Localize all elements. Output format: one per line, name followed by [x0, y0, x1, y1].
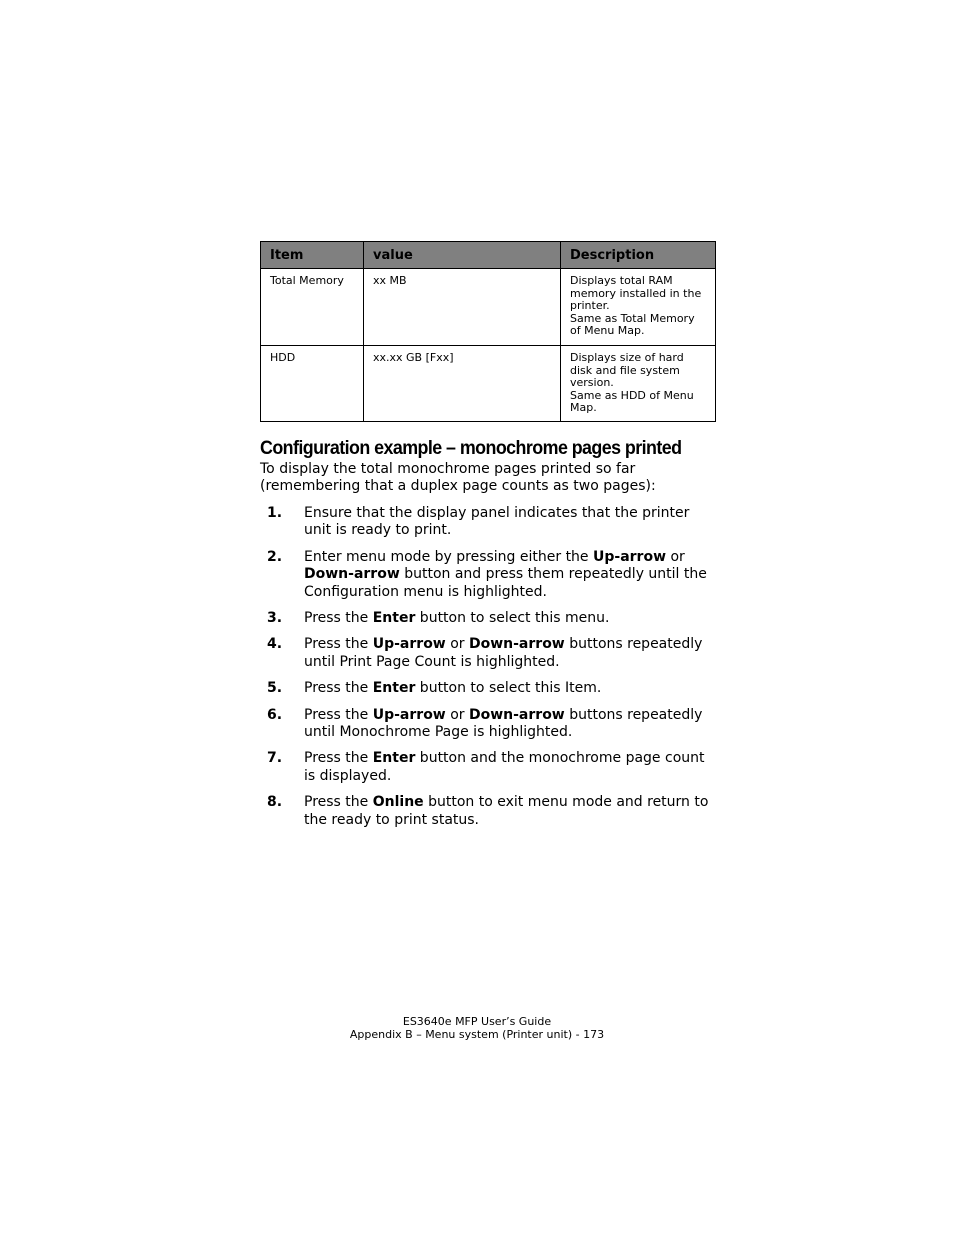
step-button-name: Down-arrow [468, 706, 565, 723]
step-number: 2. [267, 548, 283, 565]
step-item [260, 636, 720, 671]
header-item: Item [261, 242, 364, 269]
step-button-name: Enter [372, 610, 416, 627]
cell-value: xx MB [364, 269, 561, 346]
cell-item: HDD [261, 346, 364, 422]
info-table-container [260, 241, 715, 422]
step-text: Press the [304, 680, 373, 697]
description-line: disk and file system [570, 363, 680, 377]
step-item [260, 549, 720, 601]
step-number: 6. [267, 706, 283, 723]
step-item [260, 680, 720, 697]
step-item [260, 794, 720, 829]
info-table [260, 241, 716, 422]
step-number: 5. [267, 680, 283, 697]
step-number: 7. [267, 750, 283, 767]
step-number: 1. [267, 505, 283, 521]
table-header-row [261, 242, 716, 269]
step-text: button to select this menu. [415, 610, 610, 627]
step-item [260, 750, 720, 785]
step-text: Press the [304, 636, 373, 653]
step-button-name: Up-arrow [372, 706, 446, 723]
header-description: Description [561, 242, 716, 269]
step-button-name: Online [372, 794, 424, 811]
table-row [261, 346, 716, 422]
step-text: or [445, 706, 469, 723]
intro-line: (remembering that a duplex page counts as two pages): [260, 478, 656, 495]
step-number: 3. [267, 610, 283, 627]
footer-guide-title: ES3640e MFP User’s Guide [402, 1015, 552, 1028]
step-button-name: Up-arrow [372, 636, 446, 653]
step-item [260, 610, 720, 627]
step-item [260, 505, 720, 540]
step-text: Press the [304, 750, 373, 767]
cell-description [561, 269, 716, 346]
steps-list [260, 505, 720, 838]
description-line: Map. [570, 401, 597, 415]
description-line: memory installed in the [570, 286, 702, 300]
step-text: Press the [304, 794, 373, 811]
step-text: buttons repeatedly until Monochrome Page is highlighted. [304, 706, 703, 741]
table-row [261, 269, 716, 346]
step-text: Press the [304, 610, 373, 627]
cell-item: Total Memory [261, 269, 364, 346]
header-value: value [364, 242, 561, 269]
step-button-name: Enter [372, 680, 416, 697]
cell-description [561, 346, 716, 422]
step-text: Enter menu mode by pressing either the [304, 548, 593, 565]
cell-value: xx.xx GB [Fxx] [364, 346, 561, 422]
description-line: printer. [570, 299, 610, 313]
intro-paragraph [260, 461, 720, 496]
description-line: version. [570, 376, 614, 390]
step-text: Ensure that the display panel indicates that the printer unit is ready to print. [304, 505, 690, 539]
description-line: Displays total RAM [570, 274, 673, 287]
step-text: button to select this Item. [415, 680, 602, 697]
step-number: 4. [267, 636, 283, 653]
description-line: Displays size of hard [570, 351, 684, 364]
step-text: or [445, 636, 469, 653]
step-text: buttons repeatedly until Print Page Count is highlighted. [304, 636, 703, 670]
step-text: Press the [304, 706, 373, 723]
step-text: button and the monochrome page count is displayed. [304, 750, 705, 784]
description-line: of Menu Map. [570, 324, 645, 338]
step-number: 8. [267, 794, 283, 811]
step-button-name: Enter [372, 750, 416, 767]
description-line: Same as HDD of Menu [570, 388, 694, 402]
intro-line: To display the total monochrome pages printed so far [260, 461, 636, 477]
description-line: Same as Total Memory [570, 311, 695, 325]
step-text: button and press them repeatedly until the Configuration menu is highlighted. [304, 566, 707, 600]
section-heading: Configuration example – monochrome pages printed [260, 438, 682, 459]
step-button-name: Up-arrow [593, 548, 667, 565]
step-text: or [666, 548, 685, 565]
step-button-name: Down-arrow [304, 566, 400, 583]
step-text: button to exit menu mode and return to the ready to print status. [304, 794, 709, 828]
step-item [260, 707, 720, 742]
step-button-name: Down-arrow [468, 636, 565, 653]
footer-page-info: Appendix B – Menu system (Printer unit) - 173 [349, 1028, 605, 1041]
